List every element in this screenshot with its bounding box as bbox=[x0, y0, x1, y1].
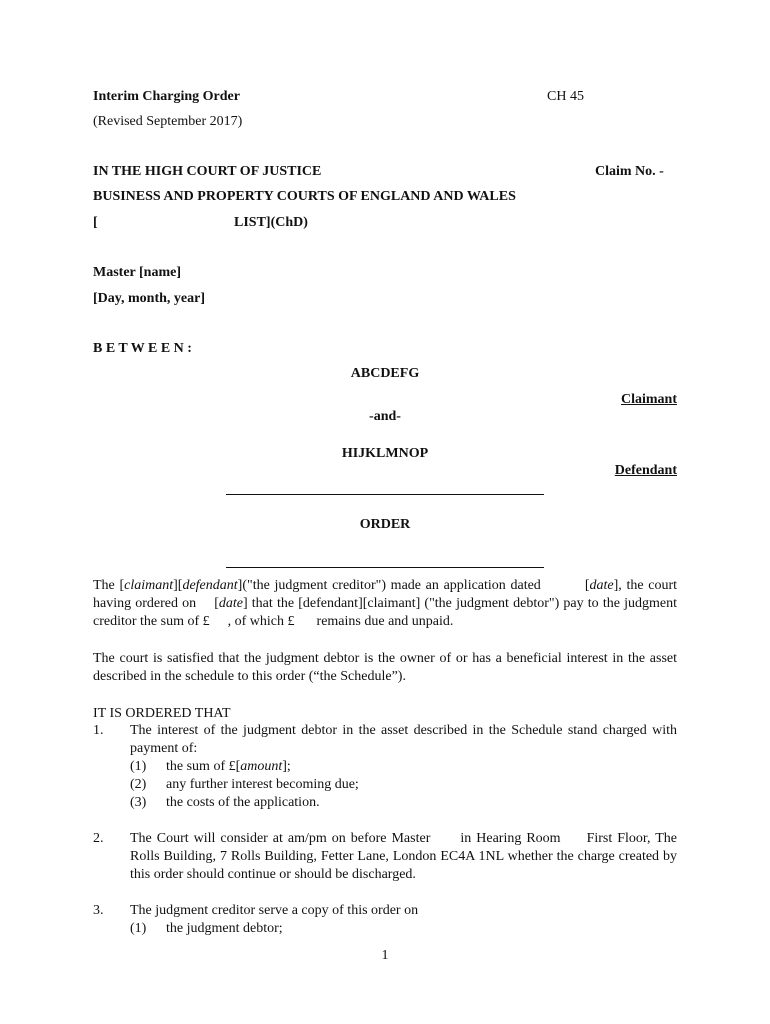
and-separator: -and- bbox=[369, 409, 401, 424]
defendant-name: HIJKLMNOP bbox=[341, 446, 429, 461]
form-code: CH 45 bbox=[547, 89, 584, 104]
divider-bottom bbox=[226, 567, 544, 568]
item-1-number: 1. bbox=[93, 723, 104, 738]
claimant-role: Claimant bbox=[621, 392, 677, 407]
court-name: IN THE HIGH COURT OF JUSTICE bbox=[93, 164, 322, 179]
item-1-sub-1-text: the sum of £[amount]; bbox=[166, 759, 291, 774]
item-2-number: 2. bbox=[93, 831, 104, 846]
court-division: BUSINESS AND PROPERTY COURTS OF ENGLAND AND WALES bbox=[93, 189, 516, 204]
item-3-text: The judgment creditor serve a copy of this order on bbox=[130, 903, 419, 918]
item-1-sub-2-text: any further interest becoming due; bbox=[166, 777, 359, 792]
ordered-heading: IT IS ORDERED THAT bbox=[93, 706, 231, 721]
item-3-sub-1-text: the judgment debtor; bbox=[166, 921, 283, 936]
order-title: ORDER bbox=[359, 517, 411, 532]
master-name: Master [name] bbox=[93, 265, 181, 280]
item-3-sub-1-number: (1) bbox=[130, 921, 147, 936]
recital-paragraph: The [claimant][defendant]("the judgment creditor") made an application dated [date], the court having ordered on [date] that the [defendant][claimant] ("the judgment debtor") pay to the judgment creditor the sum of £ , of which £ remains due and unpaid. bbox=[93, 578, 678, 629]
revision-date: (Revised September 2017) bbox=[93, 114, 243, 129]
between-heading: B E T W E E N : bbox=[93, 341, 192, 356]
claim-number: Claim No. - bbox=[595, 164, 664, 179]
item-1-sub-1-number: (1) bbox=[130, 759, 147, 774]
page-number: 1 bbox=[381, 948, 389, 963]
form-title: Interim Charging Order bbox=[93, 89, 240, 104]
item-1-text: The interest of the judgment debtor in the asset described in the Schedule stand charged with payment of: bbox=[130, 723, 677, 756]
satisfaction-paragraph: The court is satisfied that the judgment debtor is the owner of or has a beneficial interest in the asset described in the schedule to this order (“the Schedule”). bbox=[93, 651, 677, 684]
item-3-number: 3. bbox=[93, 903, 104, 918]
list-bracket-open: [ bbox=[93, 215, 98, 230]
item-2-text: The Court will consider at am/pm on before Master in Hearing Room First Floor, The Rolls Building, 7 Rolls Building, Fetter Lane, London EC4A 1NL whether the charge created by this order should continue or should be discharged. bbox=[130, 831, 677, 882]
item-1-sub-3-number: (3) bbox=[130, 795, 147, 810]
order-date: [Day, month, year] bbox=[93, 291, 205, 306]
divider-top bbox=[226, 494, 544, 495]
defendant-role: Defendant bbox=[614, 463, 677, 478]
list-name: LIST](ChD) bbox=[234, 215, 308, 230]
claimant-name: ABCDEFG bbox=[350, 366, 420, 381]
item-1-sub-2-number: (2) bbox=[130, 777, 147, 792]
item-1-sub-3-text: the costs of the application. bbox=[166, 795, 320, 810]
